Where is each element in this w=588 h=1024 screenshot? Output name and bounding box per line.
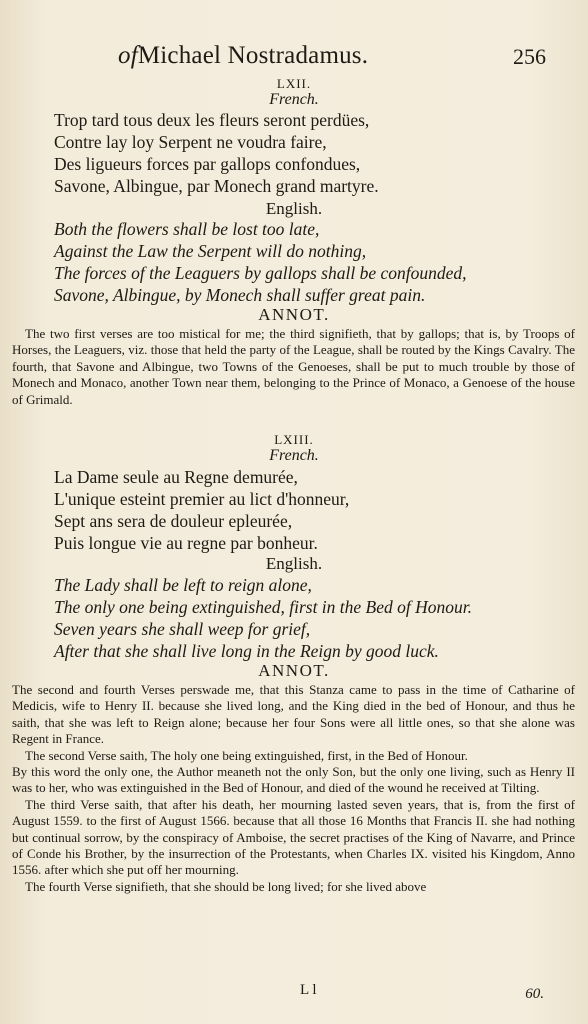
verse-line: Both the flowers shall be lost too late, (54, 219, 320, 239)
french-verse (54, 109, 534, 197)
annotation-paragraph: The fourth Verse signifieth, that she should be long lived; for she lived above (25, 878, 427, 894)
annotation (12, 326, 575, 408)
annotation-paragraph: The third Verse saith, that after his death, her mourning lasted seven years, that is, from the first of August 1559. to the first of August 1566. because that all those 16 Months that Francis II. she had nothing but continual sorrow, by the conspiracy of Amboise, the secret practises of the King of Navarre, and Prince of Conde his Brother, by the insurrection of the Protestants, when Charles IX. visited his Kingdom, Anno 1556. after which she put off her mourning. (12, 796, 575, 878)
french-label: French. (269, 447, 319, 464)
quatrain-number: LXIII. (274, 432, 314, 447)
quatrain-number: LXII. (276, 76, 312, 91)
verse-line: Des ligueurs forces par gallops confondues, (54, 154, 361, 174)
annotation-paragraph: The two first verses are too mistical for me; the third signifieth, that by gallops; that is, by Troops of Horses, the Leaguers, viz. those that held the party of the League, shall be routed by the Kings Cavalry. The fourth, that Savone and Albingue, two Towns of the Genoeses, shall be put to much trouble by those of Monech and Monaco, another Town near them, belonging to the Prince of Monaco, a Genoese of the house of Grimald. (12, 326, 575, 407)
english-label: English. (265, 199, 323, 218)
page-footer (0, 982, 588, 1002)
verse-line: Puis longue vie au regne par bonheur. (54, 533, 318, 553)
annotation-paragraph: By this word the only one, the Author meaneth not the only Son, but the only one living, such as Henry II was to her, who was extinguished in the Bed of Honour, and died of the wound he received at Tilting. (12, 764, 575, 796)
french-verse (54, 466, 534, 554)
catchword: 60. (525, 986, 544, 1002)
annotation-paragraph: The second and fourth Verses perswade me, that this Stanza came to pass in the time of Catharine of Medicis, wife to Henry II. because she lived long, and the King died in the bed of Honour, and thus he saith, that she was left to Reign alone; because her four Sons were all little ones, so that she alone was Regent in France. (12, 682, 575, 747)
page-number: 256 (513, 44, 546, 69)
signature-mark: L l (300, 982, 317, 998)
english-verse (54, 218, 534, 306)
annotation-paragraph: The second Verse saith, The holy one being extinguished, first, in the Bed of Honour. (25, 747, 468, 763)
verse-line: La Dame seule au Regne demurée, (54, 467, 298, 487)
title-text: Michael Nostradamus. (137, 42, 369, 69)
verse-line: Savone, Albingue, par Monech grand martyre. (54, 176, 379, 196)
verse-line: Savone, Albingue, by Monech shall suffer great pain. (54, 285, 426, 305)
verse-line: Trop tard tous deux les fleurs seront perdües, (54, 110, 370, 130)
page-header (0, 42, 588, 74)
english-verse (54, 574, 534, 662)
verse-line: After that she shall live long in the Reign by good luck. (54, 641, 439, 661)
annotation (12, 682, 575, 895)
verse-line: The Lady shall be left to reign alone, (54, 575, 312, 595)
running-title (118, 42, 368, 70)
english-label: English. (265, 554, 323, 573)
title-prefix: of (118, 42, 138, 69)
annot-heading: ANNOT. (258, 305, 330, 324)
verse-line: Against the Law the Serpent will do nothing, (54, 241, 367, 261)
verse-line: The only one being extinguished, first in the Bed of Honour. (54, 597, 473, 617)
verse-line: L'unique esteint premier au lict d'honneur, (54, 489, 350, 509)
verse-line: The forces of the Leaguers by gallops shall be confounded, (54, 263, 467, 283)
french-label: French. (269, 91, 319, 108)
verse-line: Seven years she shall weep for grief, (54, 619, 311, 639)
verse-line: Contre lay loy Serpent ne voudra faire, (54, 132, 327, 152)
verse-line: Sept ans sera de douleur epleurée, (54, 511, 293, 531)
annot-heading: ANNOT. (258, 661, 330, 680)
